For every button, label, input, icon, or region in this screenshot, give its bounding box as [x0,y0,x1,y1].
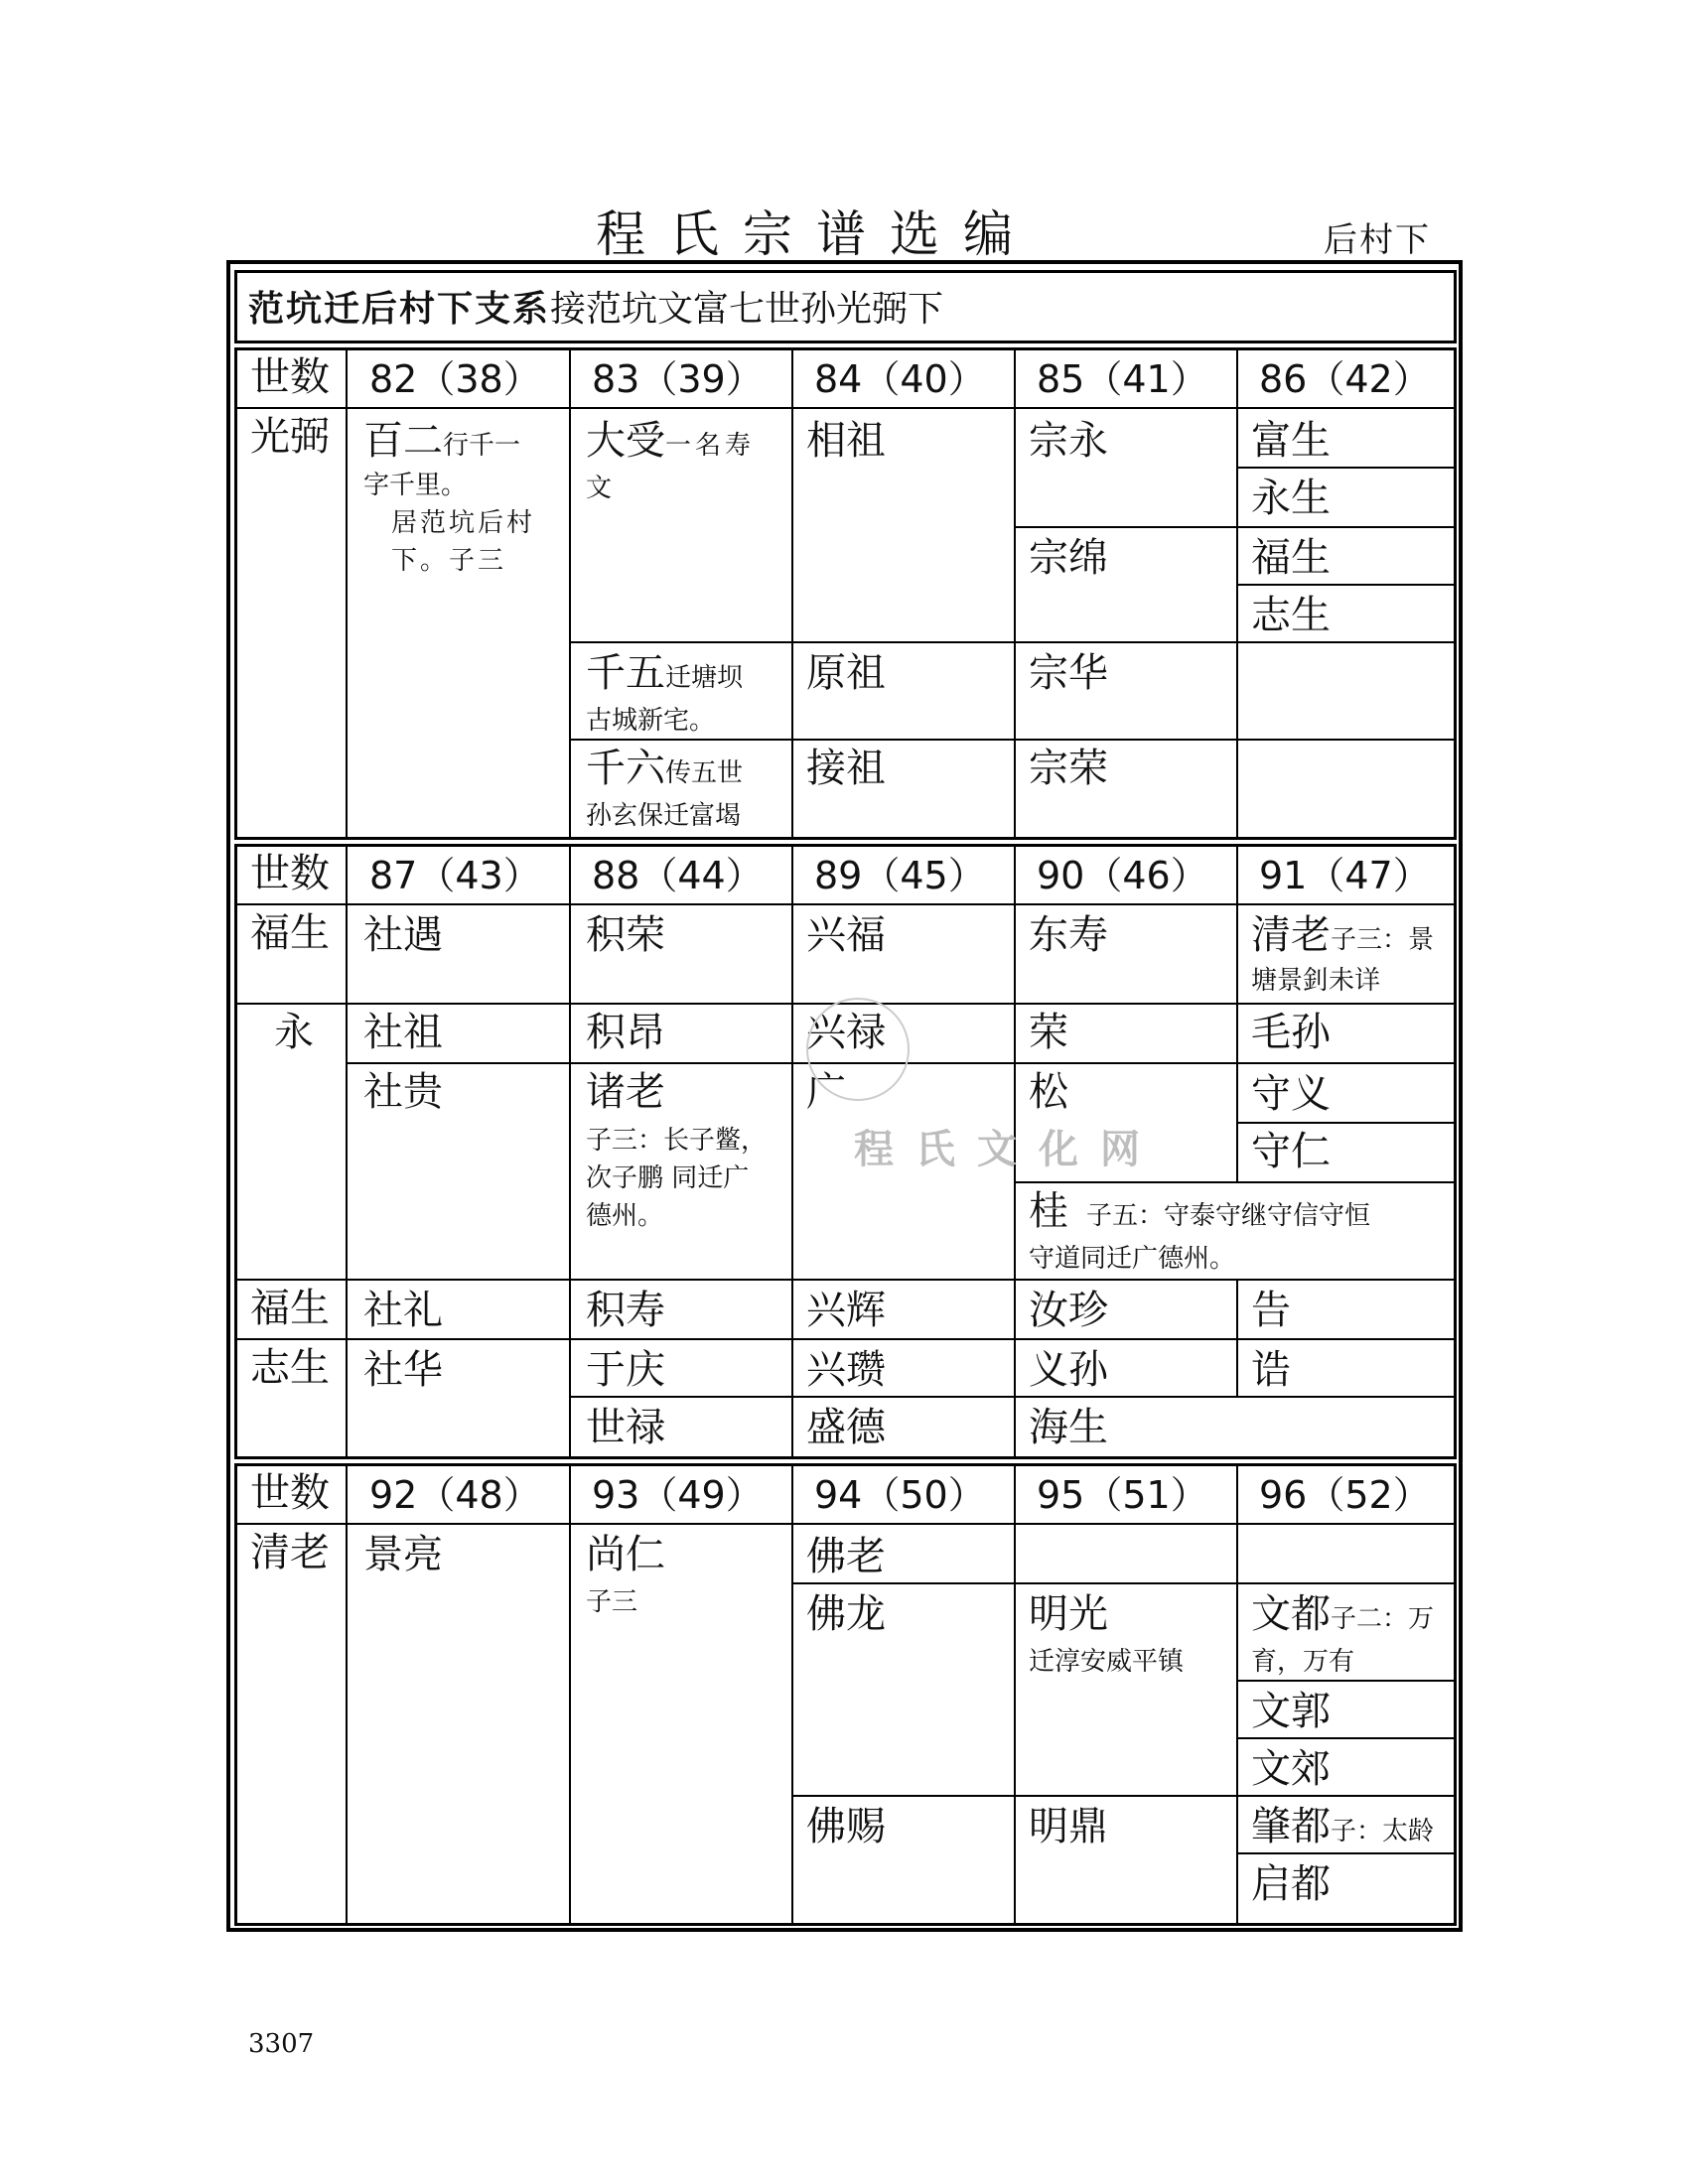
s1-person-qianwu [586,651,743,700]
s1-person-yuanzu: 原祖 [806,650,886,696]
s2-person-shouren: 守仁 [1251,1129,1331,1174]
s1-row-rule [1236,467,1455,469]
branch-heading [248,286,943,332]
s3-col-divider [569,1465,571,1924]
document-title: 程氏宗谱选编 [596,205,1037,263]
person-note: 行千一 [443,431,521,461]
s2-person-maosun: 毛孙 [1251,1010,1331,1055]
person-note: 子：太龄 [1331,1817,1435,1846]
s1-person-zongrong: 宗荣 [1029,746,1108,791]
s2-person-shilu: 世禄 [586,1405,665,1450]
s1-person-xiangzu: 相祖 [806,418,886,464]
s2-person-xingzan: 兴瓒 [806,1347,886,1393]
s2-person-qinglao [1251,913,1434,962]
s1-person-fusheng: 富生 [1251,418,1331,464]
s2-person-yuqing: 于庆 [586,1347,665,1393]
s2-col-divider [346,846,348,1457]
person-note: 迁淳安威平镇 [1029,1647,1185,1677]
s3-person-folong: 佛龙 [806,1591,886,1637]
person-note: 子五：守泰守继守信守恒 [1086,1201,1371,1231]
person-name: 千五 [586,650,665,696]
s2-person-jishou: 积寿 [586,1288,665,1333]
s2-col-divider [791,846,793,1457]
s1-gen-col2: 83（39） [592,357,764,401]
s3-ancestor: 清老 [250,1530,330,1575]
s3-person-shangren: 尚仁 [586,1532,665,1577]
s3-generation-label: 世数 [250,1470,330,1516]
s2-person-haisheng: 海生 [1029,1405,1108,1450]
s3-gen-col4: 95（51） [1037,1473,1208,1517]
s2-person-jirong: 积荣 [586,912,665,958]
s2-person-rong: 荣 [1029,1010,1068,1055]
s1-person-zongyong: 宗永 [1029,418,1108,464]
s2-r2-ancestor: 永 [274,1010,314,1055]
s3-col-divider [346,1465,348,1924]
person-name: 肇都 [1251,1804,1331,1849]
s3-person-wendu [1251,1592,1434,1641]
s1-row-rule [1236,584,1455,586]
s2-gen-col4: 90（46） [1037,854,1208,897]
note-line: 德州。 [586,1201,664,1231]
s2-person-zhulao-note [586,1122,767,1235]
s2-person-sheli: 社礼 [363,1288,443,1333]
branch-title: 范坑迁后村下支系 [248,288,551,330]
s3-person-folao: 佛老 [806,1534,886,1579]
s1-col-divider [1014,349,1016,838]
s1-person-zhisheng: 志生 [1251,593,1331,638]
s2-row-rule [236,1338,1455,1340]
person-note: 迁塘坝 [665,663,744,693]
person-name: 清老 [1251,912,1331,958]
s3-person-wenjiao: 文郊 [1251,1746,1331,1792]
s1-person-qianliu [586,747,743,795]
s2-row-rule [236,1279,1455,1281]
s3-col-divider [1236,1465,1238,1924]
person-note-cont: 孙玄保迁富堨 [586,801,742,831]
person-note-cont: 塘景釗未详 [1251,966,1381,996]
s1-row-rule [569,641,1455,643]
s1-gen-col1: 82（38） [369,357,541,401]
s3-person-qidu: 启都 [1251,1861,1331,1907]
note-line: 次子鹏 同迁广 [586,1163,750,1193]
s3-row-rule [1236,1737,1455,1739]
s2-person-shezu: 社祖 [363,1010,443,1055]
s3-person-mingguang: 明光 [1029,1591,1108,1637]
s1-gen-col3: 84（40） [814,357,986,401]
s1-gen-col4: 85（41） [1037,357,1208,401]
s2-header-rule [236,903,1455,905]
s2-col-divider [569,846,571,1457]
person-note: 一名寿 [665,431,756,461]
village-name: 后村下 [1324,220,1431,260]
s3-header-rule [236,1523,1455,1525]
s2-person-shouyi: 守义 [1251,1071,1331,1117]
watermark-text: 程氏文化网 [854,1127,1162,1172]
s1-col-divider [791,349,793,838]
person-note: 传五世 [665,758,744,788]
s2-person-gao: 告 [1251,1288,1291,1333]
watermark-seal [806,998,910,1101]
person-note: 子三：景 [1331,925,1435,955]
note-line: 居范坑后村下。子三 [391,508,536,576]
s2-person-guang: 广 [806,1069,846,1115]
s3-gen-col2: 93（49） [592,1473,764,1517]
s3-gen-col5: 96（52） [1259,1473,1431,1517]
s2-r5-ancestor: 志生 [250,1345,330,1391]
s1-row-rule [1014,526,1455,528]
s1-person-baier [363,419,520,468]
s3-gen-col3: 94（50） [814,1473,986,1517]
person-note: 子二：万 [1331,1604,1435,1634]
s3-row-rule [791,1582,1455,1584]
s2-person-ruzhen: 汝珍 [1029,1288,1108,1333]
s2-person-gui [1029,1189,1370,1238]
s3-row-rule [791,1795,1455,1797]
s2-person-shehua: 社华 [363,1347,443,1393]
s2-person-song: 松 [1029,1069,1068,1115]
s3-gen-col1: 92（48） [369,1473,541,1517]
s2-person-jiang: 积昂 [586,1010,665,1055]
person-name: 桂 [1029,1188,1068,1234]
s2-person-zhulao: 诸老 [586,1069,665,1115]
s2-person-dongshou: 东寿 [1029,912,1108,958]
s3-person-wenguo: 文郭 [1251,1689,1331,1734]
s1-gen-col5: 86（42） [1259,357,1431,401]
s3-person-foci: 佛赐 [806,1804,886,1849]
s3-col-divider [791,1465,793,1924]
s2-person-xingfu: 兴福 [806,912,886,958]
s2-person-xinghui: 兴辉 [806,1288,886,1333]
s2-person-shegui: 社贵 [363,1069,443,1115]
s3-col-divider [1014,1465,1016,1924]
s2-row-rule [1014,1181,1455,1183]
s1-col-divider [569,349,571,838]
page-number: 3307 [248,2029,315,2059]
person-name: 百二 [363,418,443,464]
s1-person-zonghua: 宗华 [1029,650,1108,696]
s1-person-jiezu: 接祖 [806,746,886,791]
s1-person-dashou [586,419,755,468]
s3-person-mingding: 明鼎 [1029,1804,1108,1849]
s2-person-gao2: 诰 [1251,1347,1291,1393]
s1-ancestor: 光弼 [250,414,330,460]
branch-subtitle: 接范坑文富七世孙光弼下 [550,289,944,330]
person-note-cont: 守道同迁广德州。 [1029,1244,1236,1274]
person-note-cont: 文 [586,474,613,503]
person-name: 大受 [586,418,665,464]
s2-gen-col3: 89（45） [814,854,986,897]
s2-person-xinglu: 兴禄 [806,1010,886,1055]
s2-gen-col2: 88（44） [592,854,764,897]
s2-r4-ancestor: 福生 [250,1286,330,1331]
s1-col-divider [346,349,348,838]
s1-person-fusheng2: 福生 [1251,535,1331,581]
person-note: 子三 [586,1587,638,1617]
s2-gen-col5: 91（47） [1259,854,1431,897]
s1-person-zongmian: 宗绵 [1029,535,1108,581]
person-name: 文都 [1251,1591,1331,1637]
note-line: 子三：长子鳖， [586,1126,768,1156]
s1-col-divider [1236,349,1238,838]
s2-person-yisun: 义孙 [1029,1347,1108,1393]
s3-person-jingliang: 景亮 [363,1532,443,1577]
note-line: 字千里。 [363,471,468,500]
s2-gen-col1: 87（43） [369,854,541,897]
person-note-cont: 古城新宅。 [586,706,716,736]
s1-person-yongsheng: 永生 [1251,476,1331,521]
person-name: 千六 [586,746,665,791]
s2-col-divider [1236,846,1238,1183]
s2-generation-label: 世数 [250,851,330,896]
s2-person-shengde: 盛德 [806,1405,886,1450]
s2-row-rule [1236,1122,1455,1124]
s1-person-baier-note [363,467,562,580]
s2-r1-ancestor: 福生 [250,910,330,956]
s1-generation-label: 世数 [250,354,330,400]
s3-person-zhaodu [1251,1805,1434,1853]
person-note-cont: 育，万有 [1251,1647,1355,1677]
s1-header-rule [236,407,1455,409]
s2-row-rule [569,1396,1455,1398]
s2-person-sheyu: 社遇 [363,912,443,958]
